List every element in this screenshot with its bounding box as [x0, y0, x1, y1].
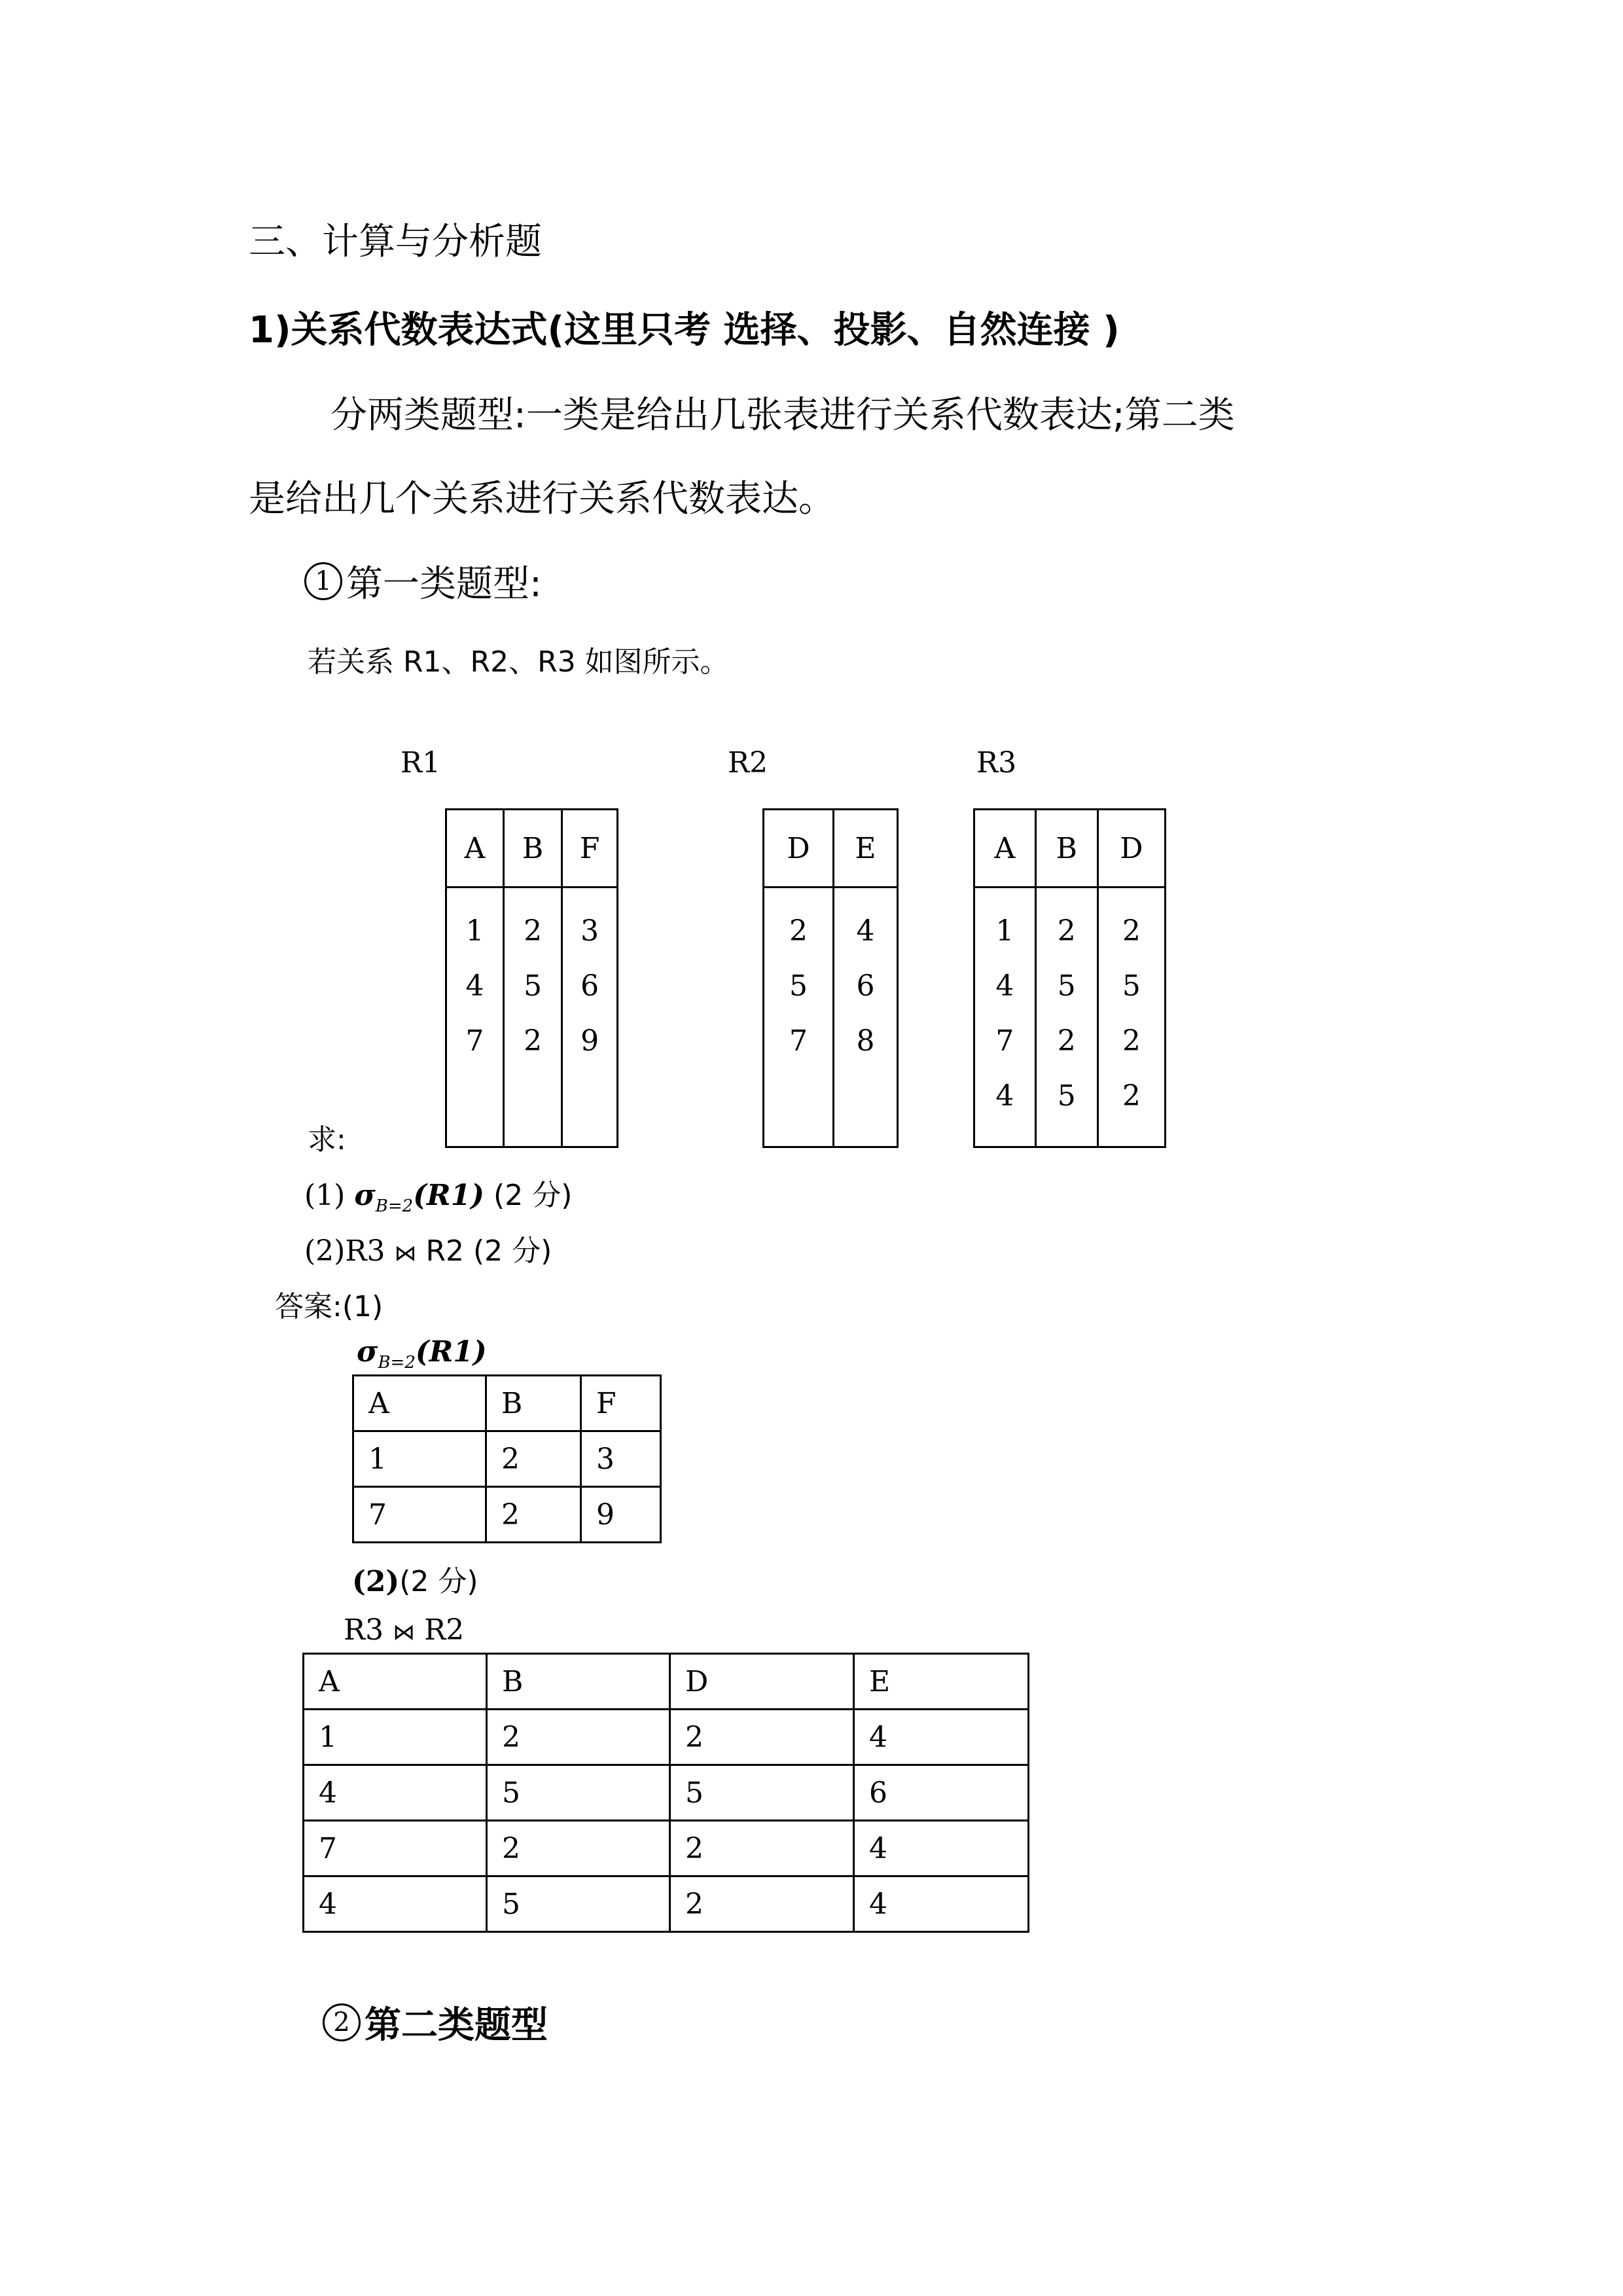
r1-table: [445, 808, 618, 1148]
r2-col-d: 2 5 7: [764, 888, 834, 1147]
r2-header: D: [764, 810, 834, 888]
sigma-symbol: σ: [357, 1335, 378, 1369]
type1-label: 第一类题型:: [346, 563, 542, 605]
ans1-header: A: [353, 1376, 486, 1431]
intro-line-1: 分两类题型:一类是给出几张表进行关系代数表达;第二类: [330, 394, 1235, 437]
join-icon: ⋈: [393, 1619, 416, 1645]
answer-label: 答案:(1): [275, 1290, 383, 1323]
r1-header: B: [503, 810, 562, 888]
r1-col-a: 1 4 7: [446, 888, 504, 1147]
ans2-label: (2)(2 分): [352, 1565, 478, 1598]
relations-intro: 若关系 R1、R2、R3 如图所示。: [308, 645, 729, 679]
question-2: (2)R3 ⋈ R2 (2 分): [304, 1234, 552, 1268]
ans2-table: [302, 1653, 1029, 1933]
r2-name: R2: [728, 746, 768, 780]
ans2-header: B: [487, 1654, 670, 1710]
ans1-caption: $\sigma_{B=2}(R1)$: [357, 1335, 487, 1372]
question-1: (1) $\sigma_{B=2}(R1)$ (2 分): [304, 1179, 573, 1216]
r3-col-b: 2 5 2 5: [1035, 888, 1097, 1147]
join-icon: ⋈: [394, 1240, 417, 1266]
r3-header: D: [1097, 810, 1165, 888]
r2-table: [762, 808, 899, 1148]
ans2-header: D: [670, 1654, 854, 1710]
type2-label: 第二类题型: [365, 2004, 548, 2047]
type1-heading: [304, 555, 542, 607]
circled-number-1: 1: [304, 562, 342, 600]
r2-col-e: 4 6 8: [833, 888, 897, 1147]
type2-heading: [323, 1996, 548, 2049]
r3-col-a: 1 4 7 4: [974, 888, 1036, 1147]
r1-col-f: 3 6 9: [562, 888, 618, 1147]
r1-col-b: 2 5 2: [503, 888, 562, 1147]
ans1-header: B: [486, 1376, 581, 1431]
r2-header: E: [833, 810, 897, 888]
ans2-header: E: [854, 1654, 1029, 1710]
section-title: 三、计算与分析题: [249, 221, 542, 263]
table-row: 7 2 2 4: [304, 1821, 1029, 1876]
intro-line-2: 是给出几个关系进行关系代数表达。: [249, 478, 835, 520]
r3-header: A: [974, 810, 1036, 888]
r3-header: B: [1035, 810, 1097, 888]
table-row: 7 2 9: [353, 1487, 661, 1543]
table-row: 4 5 5 6: [304, 1765, 1029, 1821]
ans1-header: F: [581, 1376, 661, 1431]
ans1-table: [352, 1374, 662, 1543]
table-row: 1 2 2 4: [304, 1710, 1029, 1765]
ask-label: 求:: [308, 1123, 346, 1157]
subsection-title: 1)关系代数表达式(这里只考 选择、投影、自然连接 ): [249, 309, 1120, 351]
r1-name: R1: [401, 746, 441, 780]
r3-name: R3: [976, 746, 1017, 780]
table-row: 4 5 2 4: [304, 1876, 1029, 1932]
r3-col-d: 2 5 2 2: [1097, 888, 1165, 1147]
table-row: 1 2 3: [353, 1431, 661, 1487]
ans2-header: A: [304, 1654, 487, 1710]
r1-header: F: [562, 810, 618, 888]
r1-header: A: [446, 810, 504, 888]
ans2-caption: R3 ⋈ R2: [344, 1613, 465, 1647]
r3-table: [973, 808, 1166, 1148]
sigma-symbol: σ: [354, 1179, 376, 1212]
circled-number-2: 2: [323, 2003, 361, 2041]
